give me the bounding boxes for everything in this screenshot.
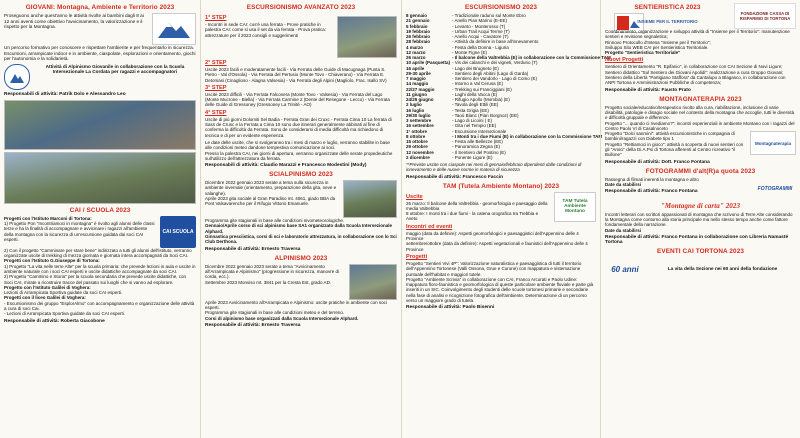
avanzato-resp: Responsabili di attività: Claudio Marazzi e Francesco Modestini (Mody) [205,163,367,169]
column-avanzato-scialp-alpinismo [200,0,401,438]
gallini-title: Progetti con il liceo Galilei di Voghera: [4,295,86,301]
schedule-date: 7 maggio [406,76,426,81]
schedule-event: - Lago dei Brugneto (E) [452,65,499,71]
voghera-title: Progetto con l'Istituto Galilei di Voghera: [4,284,91,290]
sentieristica-p3: Sviluppo Sito WEB CAI per Sentieristica Territoriale. [605,44,709,50]
giovani-intro-row [4,13,196,45]
scialp-photo [343,180,397,218]
fotogrammi-p1: Rassegna di filmati inerenti la montagna e altro [605,176,699,182]
schedule-date: 21 gennaio [406,18,430,24]
schedule-date: 28 febbraio [406,39,431,45]
montagne-title: "Montagne di carta" 2023 [660,201,741,210]
scialp-p1: Dicembre 2022 gennaio 2023 serate a tema sulla sicurezza in ambiente invernale (orientamento, preparazione della gita, neve e valanghe). [205,180,337,196]
montagne-p1: Incontri letterari con scrittori appassionati di montagna che scrivono di Terre Alte considerando la Montagna come contorno alla storia principale ma nello stesso tempo anche come fattore fondamentale della narrazione. [605,211,793,228]
schedule-date: 16 settembre [406,123,434,129]
schedule-event: - Tavola degli Ettili (EE) [452,102,499,108]
escursionismo-note: **Previste uscite con ciaspole nei mesi di gennaio/febbraio dipendenti dalle condizioni di innevamento e delle nuove norme in materia di sicurezza [406,162,582,173]
schedule-date: 22/27 maggio [406,86,435,92]
tam-title: TAM (Tutela Ambiente Montano) 2023 [442,182,560,190]
schedule-date: 26 marzo [406,55,426,60]
mt-p3: Progetto "Dolci sanmini": attività escursionistiche in compagnia di bambini/ragazzi con Diabete tipo 1 [605,131,735,142]
eventi-title: EVENTI CAI TORTONA 2023 [656,247,745,255]
fotogrammi-date: Date da stabilirsi [605,181,642,187]
step2-title: 2° STEP [205,60,227,66]
schedule-date: 29-30 aprile [406,70,431,76]
cai-scuola-resp: Responsabile di attività: Roberta Giacobone [4,318,105,324]
sentieristica-resp: Responsabile di attività: Fausto Prato [605,87,691,93]
fotogrammi-title: FOTOGRAMMI d'alt(R)a quota 2023 [645,167,756,175]
schedule-event: - Laghi della Vacca (E) [452,91,498,97]
schedule-date: 24/25 giugno [406,97,434,102]
marconi-2: 2) Con il progetto "Camminare per stare bene" indirizzato a tutti gli alunni dell'istituto, verranno organizzate uscite di trekking di mezza giornata e giornata intera accompagnati da Soci CAI. [4,247,192,259]
schedule-date: 2 luglio [406,102,422,108]
scialp-p2: Aprile 2023 gita sociale al Gran Paradiso mt. 4061, giado BBA da Pont Valsavarenche per il Rifugio Vittorio Emanuele. [205,196,336,207]
sentieristica-header-row [605,3,796,29]
column-giovani-scuola [0,0,200,438]
sentieristica-progetto-title: Progetto "Sentieristica Territoriale" [605,50,681,56]
tam-p3: maggio (data da definire): Aspetti geomorfologici e paesaggistici dell'Appennino delle 4 Province [406,230,579,242]
anniversary-logo: 60 anni [611,265,639,275]
schedule-event: - Gita nel Tempio (EE) [452,123,497,129]
montagne-date: Date da stabilirsi [605,227,642,233]
giovani-body: Un percorso formativo per conoscere e rispettare l'ambiente e per frequentarlo in sicurezza. Escursioni, arrampicate indoor e in ambiente, ciaspolate, esplorazioni e orientamento, giochi per l'autonomia e la solidarietà. [4,45,196,62]
mt-resp: Responsabile di attività: Dott. Franco Fontana [605,159,710,165]
tam-p1: 26 marzo: Il balcone della Valtrebbia - geomorfologia e paesaggio della media Valtrebbia [406,200,548,211]
avanzato-note2: Presso la palestra CAI, nei giorni di apertura, verranno organizzate delle serate propedeutiche sull'utilizzo dell'attrezzatura da ferrata. [205,150,393,161]
schedule-event: - Il balcone della Valtrebbia (E) in collaborazione con la Commissione TAM [452,55,611,60]
step3-title: 3° STEP [205,84,227,91]
step1-title: 1° STEP [205,15,227,21]
sentieristica-p2: Rinnovo Protocollo d'Intesa "Insieme per il Territorio"; [605,39,711,45]
scialp-resp: Responsabile di attività: Ernesto Traversa [205,246,301,252]
schedule-event: - Rifugio Apollo (Mombia) (E) [452,97,510,102]
column-sentieristica-eventi [600,0,800,438]
group-photo-hike [4,152,196,204]
tam-progetti-title: Progetti [406,253,428,260]
tam-p6: Progetto "Ambiente Scrivia" in collaborazione con CAI, Franco Arcorati e Paolo Udine: mappatura floro-faunistica e geomorfologica di queste particolare ambiente fluviale e parte già inseriti in un SIC. Coinvolgimento degli studenti delle scuole tortonesi primarie e secondarie nella fase di analisi e ricognizione fotografica dell'ambiente. Determinazione di un percorso verso un maggiore grado di tutela. [406,276,594,304]
schedule-date: 12 marzo [406,49,426,55]
giuseppe-1: 1) Progetto "La vita nelle terre Alte" per la scuola primaria: che prevede lezioni in aula e uscite in ambiente naturale con i soci CAI esperti e uscite didattiche accompagnate da soci CAI. [4,263,196,274]
marconi-1: 1) Progetto Pon "Incontriamoci in montagna" è rivolto agli alunni delle classi terze e ha la finalità di accompagnare e avvicinare i ragazzi all'ambiente della montagna con la sicurezza di un'escursione guidata dai soci CAI esperti. [4,221,155,242]
schedule-event: - Trekking sui Franciggiani (E) [452,86,512,92]
tam-uscite-title: Uscite [406,193,423,200]
schedule-event: - Festa della Donna - Liguria [452,44,509,50]
schedule-date: 8 ottobre [406,133,426,139]
schedule-event: - Anello Pian Marino (E-EE) [452,18,508,24]
scialp-row [205,180,397,218]
marconi-title: Progetti con l'Istituto Marconi di Tortona: [4,215,92,221]
montagnaterapia-title: MONTAGNATERAPIA 2023 [659,95,742,103]
schedule-date: 26 febbraio [406,34,431,39]
fotogrammi-logo: FOTOGRAMMI [757,185,793,192]
schedule-event: - Escursione Intersezionale [452,128,507,134]
fotogrammi-row [605,177,796,201]
schedule-date: 16 luglio [406,107,425,113]
cai-scuola-title: CAI / SCUOLA 2023 [69,206,131,214]
schedule-event: - Tradizionale raduno sul Monte Ebro [452,13,526,18]
step4-text: Uscite di più giorni Dolomiti Sel Badia - Ferrata Gran dei Cruxc - Ferrata Cima 10 La ferrata di Sass de Crusc e la Ferrata a Cima 10 sono due itinerari generalmente abbinati al fine di conferma la difficoltà da Ferrata. Sono de considerarsi di media difficoltà ma richiedono di tecnica e di per un evidente esperienza. [205,116,392,138]
escursionismo-title: ESCURSIONISMO 2023 [464,4,538,11]
schedule-date: 12 novembre [406,149,434,155]
schedule-date: 19 febbraio [406,28,431,34]
gallini-2: - Lezioni di Arrampicata Sportiva guidate da soci CAI esperti. [4,311,126,317]
schedule-date: 16 aprile [406,65,425,71]
voghera-1: Lezioni di Arrampicata Sportiva guidate da soci CAI esperti. [4,290,123,296]
mountain-icon [156,18,192,40]
schedule-date: 1° ottobre [406,128,428,134]
schedule-event: - I Monti tra i due Fiumi (E) in collaborazione con la Commissione TAM [452,133,603,139]
schedule-event: - Testa Grigia (EE) [452,107,489,113]
schedule-event: - Il Sentiero del Postino (E) [452,149,506,155]
cai-badge-icon [4,64,30,90]
tam-p2: 8 ottobre: I monti tra i due fiumi - la catena orografica tra Trebbia e Aveto [406,211,539,222]
nuovi-1: Sentiero di Orientamento "R. Epifanio", in collaborazione con CAI Sezione di Novi Ligure; [605,64,783,70]
fotogrammi-resp: Responsabile di attività: Franco Fontana [605,189,698,195]
schedule-date: 3 settembre [406,118,432,123]
schedule-event: - Vis dei calanchi e dei vigneti, Verduno (T) [452,60,538,66]
tam-p5: Progetto "Sentieri Vivi 4P": Valorizzazione naturalistica e paesaggistica di tutti il territorio dell'Appennino Tortonese (Valli Ossona, Grue e Curone) con mappatura e sistemazione puntuale dell'habitat e maggiori tutele. [406,260,582,277]
scialpinismo-title: SCIALPINISMO 2023 [269,171,333,179]
alpinismo-p2: Settembre 2023 Monviso mt. 3841 per la Cresta Est, grado AD. [205,279,332,285]
ferrata-photo [337,16,397,58]
alpinismo-p3: Aprile 2023 Avvicinamento all'Arrampicata e Alpinismo: uscite pratiche in ambiente con soci esperti. [205,299,387,310]
escursionismo-schedule-row [406,13,611,160]
nuovi-progetti-title: Nuovi Progetti [605,57,644,64]
alpinismo-p1: Dicembre 2022 gennaio 2023 serate a tema "Avvicinamento all'Arrampicata e Alpinismo" (progressione in sicurezza, manovre di corda, ecc.). [205,263,340,280]
schedule-event: - Sentiero degli Abitini (Lago di Garda) [452,70,529,76]
alpinismo-giovanile-row [4,64,196,90]
schedule-date: 15 ottobre [406,139,428,144]
schedule-event: - Panoramica Zegna (E) [452,144,501,150]
alpinismo-title: ALPINISMO 2023 [274,254,328,262]
step4-title: 4° STEP [205,109,227,116]
schedule-event: - Anello Acqui - Cavatore (T) [452,34,509,39]
giovani-intro: Proseguono anche quest'anno le attività rivolte ai bambini dagli 8 ai 12 anni aventi come obiettivo l'avvicinamento, la valorizzazione e il rispetto per la Montagna. [4,13,144,30]
montagne-resp: Responsabile di attività: Franco Fontana in collaborazione con Libreria Namasté Tortona [605,234,789,245]
fondazione-logo: FONDAZIONE CASSA DI RISPARMIO DI TORTONA [734,3,796,29]
cai-scuola-logo: CAI SCUOLA [160,216,196,248]
schedule-date: 4 marzo [406,44,424,50]
alpinismo-giovanile-text: Attività di Alpinismo Giovanile in collaborazione con la Scuola Intersezionale La Cordata per ragazzi e accompagnatori [45,63,185,75]
insieme-logo: INSIEME PER IL TERRITORIO [637,18,698,24]
nuovi-2: Sentiero didattico "Sul Sentiero dei Giovani Apolidi": realizzazione a cura Gruppo Giovani; [605,69,784,75]
sentieristica-p1: Coordinamento, organizzazione e sviluppo attività di "Insieme per il Territorio": manutenzione sentieri e revisione segnaletica; [605,29,790,40]
avanzato-title: ESCURSIONISMO AVANZATO 2023 [246,4,356,11]
schedule-date: 14 maggio [406,81,429,87]
giovani-resp: Responsabili di attività: Patrik Dolo e Alessandro Leo [4,91,126,97]
schedule-event: - Intorno a Val Cerusa (E) [452,81,503,87]
alpinismo-photo [349,264,397,300]
schedule-event: - Attività da definire in base all'innevamento [452,39,539,45]
step3-text: Uscite 2023 difficili - Via Ferrata Falconera (Monte Tovo - Valsesia) - Via Ferrata del Lago (Monte Mucrone - Biella) - Via Ferrata Carmine 2 (Dente del Resegone - Lecco) - Via Ferrata delle Guide di Gressoney (Gressoney La Trinité - AO) [205,91,390,108]
tam-uscite-row [406,192,596,222]
schedule-event: - Monte Figne (E) [452,49,488,55]
schedule-event: - Sentiero dei Vandorlo - Lago di Como (E) [452,76,537,81]
giovani-title: GIOVANI: Montagna, Ambiente e Territorio 2023 [25,4,175,11]
schedule-date: 29/30 luglio [406,112,431,118]
schedule-date: 2 dicembre [406,154,430,160]
mt-p4: Progetto "Rettiamoci in gioco": attività a scoperta di nuovi sentieri con gli "Amici" della Di.A.Psi di Tortona afferenti al Centro ricreativo "il Bullone" [605,141,744,158]
marconi-row [4,216,196,248]
gallini-1: - Escursionismo dei gruppo "EsplorAlmo" con accompagnamento e organizzazione delle attività a cura di soci Cai. [4,300,195,312]
schedule-date: 10 aprile (Pasquetta) [406,60,451,66]
step1-text: - Incontri in sede CAI: cos'è una ferrata - Prove pratiche in palestra CAI: come si usa il set da via ferrata - Prova pratica: attrezzature per il 2023 consigli e suggerimenti [205,22,327,38]
giuseppe-2: 2) Progetto "Cammino e Storia" per la scuola secondaria che prevede uscite didattiche, con Soci CAI, mirate a ricostruire tracce del passato sui luoghi che si vanno ad esplorare. [4,274,187,285]
schedule-date: 11 giugno [406,91,428,97]
alpinismo-resp: Responsabile di attività: Ernesto Traversa [205,322,301,328]
group-photo-snow [4,100,196,150]
sentieristica-title: SENTIERISTICA 2023 [634,4,701,11]
tam-p4: settembre/ottobre (data da definire): Aspetti vegetazionali e faunistici dell'Appennino delle 4 Province [406,241,588,252]
escursionismo-schedule [406,13,611,160]
schedule-event: - Urban Trail Acqui Terme (T) [452,28,510,34]
column-escursionismo-tam [401,0,611,438]
alpinismo-p4: Programma gite stagionali in base alle condizioni meteo e del terreno. [205,310,345,316]
scialp-p5: Ginnastica presciistica, corsi di sci e laboratorio attrezzatura, in collaborazione con lo Sci Club Derthona. [205,234,397,245]
alpinismo-giovanile-logo [152,13,196,45]
mt-p2: Progetto "... quando ci rivediamo?": incontri esperienziali in ambiente Montano con i ragazzi del Centro Paolo VI di Casalnoceto [605,120,795,131]
schedule-event: - Festa alle Bellezze (EE) [452,139,503,144]
scialp-p4: Gennaio/Aprile corso di sci alpinismo base SA1 organizzato dalla Scuola Intersezionale Alphard. [205,223,393,234]
schedule-date: 5 febbraio [406,23,428,29]
schedule-event: - Ponente Ligure (E) [452,154,493,160]
schedule-event: - Taoù Blanc (Pian Borgnoz) (EE) [452,112,519,118]
tam-resp: Responsabile di attività: Paolo Bisenni [406,305,495,311]
mt-row [605,131,796,157]
nuovi-3: Sentiero della Libertà "Partigiano Staffora" da Cantalupo a Blagasco, in collaborazione con ANPI Tortona e Amministrazioni Pubbliche di competenza; [605,75,786,86]
alpinismo-row [205,264,397,300]
schedule-event: - Levanto - Monterosso (T) [452,23,506,29]
step2-text: Uscite 2023 facili e moderatamente facili - Via Ferrata delle Guide di Macugnaga (Punta S. Pietro - Val d'Ossola) - Via Ferrata del Pertusio (Monte Tovo - Chiaverano) - Via Ferrata E. Detomasi (Cinaglioso - Alagna Valsesia) - Via Ferrata degli Alpini (Magliolo, Frac. Isallo SV) [205,67,387,83]
schedule-event: - Lago di Licoini ( E) [452,118,493,123]
avanzato-note: Le date delle uscite, che si svolgeranno tra i mesi di marzo e luglio, verranno stabilite in base alle condizioni meteo dandone tempestiva comunicazione ai soci. [205,139,390,151]
alpinismo-p5: Corsi di alpinismo base organizzati dalla Scuola Intersezionale Alphard. [205,315,359,321]
eventi-row [605,257,796,283]
scialp-p3: Programma gite stagionali in base alle condizioni nivometeorologiche. [205,218,345,224]
mt-p1: Progetto sociale/educativo/terapeutico rivolto alla cura, riabilitazione, inclusione di varie disabilità, patologie e disagio sociale nel contesto della montagna che accoglie, tutti le diversità e difficoltà gruppale e differenze. [605,104,795,121]
schedule-date: 8 gennaio [406,13,428,18]
montagnaterapia-logo: Montagnaterapia [750,131,796,155]
tam-logo: TAM Tutela Ambiente Montano [554,192,596,222]
escursionismo-resp: Responsabile di attività: Francesco Faccin [406,174,504,180]
avanzato-step1-row [205,13,397,58]
eventi-p1: La vita della Sezione nei 60 anni della fondazione [667,266,778,272]
schedule-date: 29 ottobre [406,144,428,150]
tam-incontri-title: Incontri ed eventi [406,223,453,230]
giuseppe-title: Progetti con l'Istituto G.Giuseppe di Tortona: [4,258,100,264]
